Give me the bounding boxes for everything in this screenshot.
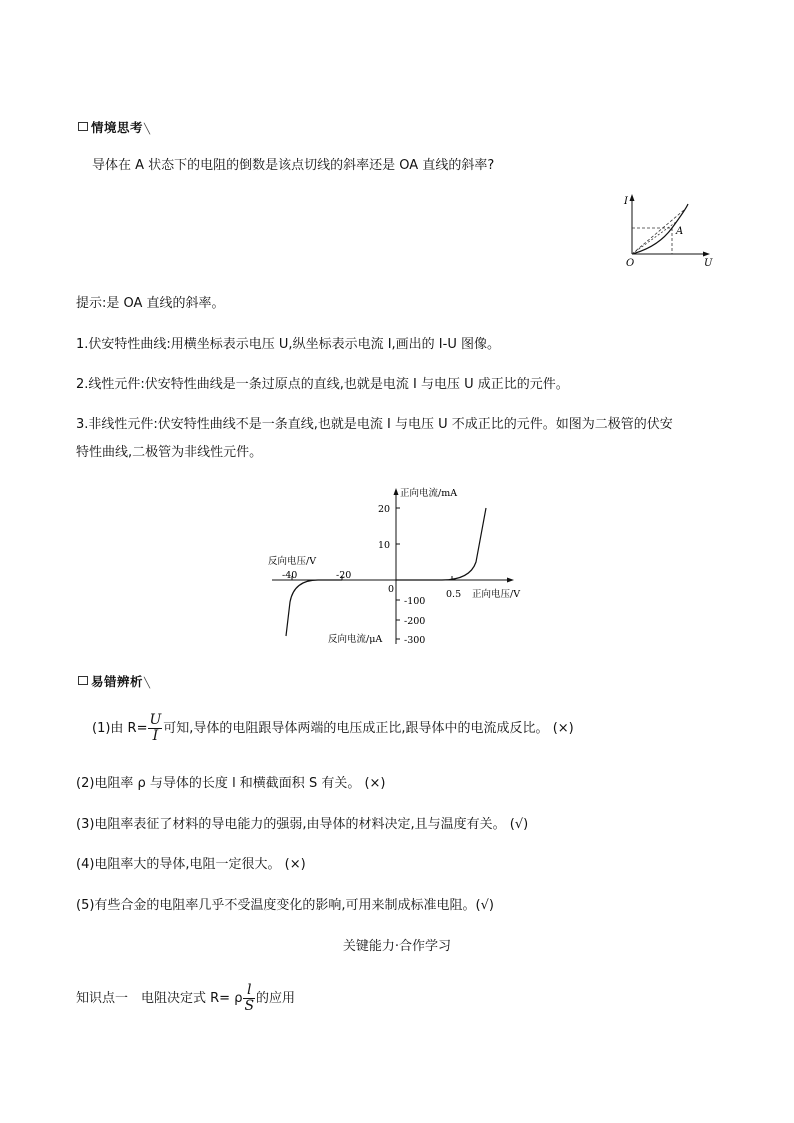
section-tag-situation [78,118,151,136]
tag-slash-icon: ╲ [144,678,151,689]
tick-label-minus100: -100 [404,596,426,607]
forward-current-label: 正向电流/mA [400,488,458,499]
fraction-numerator: l [243,983,255,999]
fraction-denominator: S [244,998,255,1014]
forward-voltage-label: 正向电压/V [472,589,521,600]
fraction-numerator: U [149,712,162,728]
tick-label-minus300: -300 [404,635,426,646]
knowledge-prefix: 知识点一 电阻决定式 R= ρ [76,991,243,1006]
tick-label-0-5: 0.5 [446,589,462,600]
item-2: 2.线性元件:伏安特性曲线是一条过原点的直线,也就是电流 I 与电压 U 成正比的元件。 [76,377,569,392]
judgement-2: (2)电阻率 ρ 与导体的长度 l 和横截面积 S 有关。 (×) [76,776,386,791]
tick-label-minus20: -20 [336,570,352,581]
small-graph-y-label: I [624,196,628,207]
reverse-voltage-label: 反向电压/V [268,556,317,567]
tag-slash-icon: ╲ [144,124,151,135]
judgement-3: (3)电阻率表征了材料的导电能力的强弱,由导体的材料决定,且与温度有关。 (√) [76,817,529,832]
section-title: 易错辨析 [91,674,144,689]
section-heading: 关键能力·合作学习 [342,939,452,954]
formula-u-over-i [148,713,162,744]
diode-iv-graph [262,482,542,648]
judgement-5: (5)有些合金的电阻率几乎不受温度变化的影响,可用来制成标准电阻。(√) [76,898,494,913]
item-3-line1: 3.非线性元件:伏安特性曲线不是一条直线,也就是电流 I 与电压 U 不成正比的元件。如图为二极管的伏安 [76,417,673,432]
fraction-denominator: I [152,728,159,744]
judgement-4: (4)电阻率大的导体,电阻一定很大。 (×) [76,857,306,872]
formula-l-over-s [243,983,255,1014]
tick-label-20: 20 [378,504,391,515]
tag-box-icon [78,676,88,685]
small-graph-origin-label: O [626,258,635,269]
section-title: 情境思考 [91,120,144,135]
hint-text: 提示:是 OA 直线的斜率。 [76,296,225,311]
tag-box-icon [78,122,88,131]
small-graph-x-arrow-icon [703,252,710,257]
diode-forward-curve [396,508,486,580]
judgement-1-prefix: (1)由 R= [92,721,148,736]
item-3-line2: 特性曲线,二极管为非线性元件。 [76,445,263,460]
section-tag-errors [78,672,151,690]
knowledge-suffix: 的应用 [256,991,296,1006]
tick-label-10: 10 [378,540,391,551]
tick-label-minus40: -40 [282,570,298,581]
origin-label: 0 [388,584,395,595]
judgement-1 [92,712,574,746]
small-graph-oa-line [632,222,676,254]
small-graph-point-a-label: A [676,226,684,237]
judgement-1-suffix: 可知,导体的电阻跟导体两端的电压成正比,跟导体中的电流成反比。 (×) [163,721,574,736]
reverse-current-label: 反向电流/μA [328,634,383,645]
item-1: 1.伏安特性曲线:用横坐标表示电压 U,纵坐标表示电流 I,画出的 I-U 图像。 [76,337,500,352]
tick-label-minus200: -200 [404,616,426,627]
diode-x-arrow-icon [507,578,514,583]
diode-y-arrow-icon [394,488,399,495]
knowledge-point-1 [76,982,295,1016]
small-iu-graph [620,192,720,270]
small-graph-y-arrow-icon [630,194,635,201]
situation-question: 导体在 A 状态下的电阻的倒数是该点切线的斜率还是 OA 直线的斜率? [92,158,495,173]
small-graph-x-label: U [704,258,713,269]
diode-reverse-curve [286,580,342,636]
